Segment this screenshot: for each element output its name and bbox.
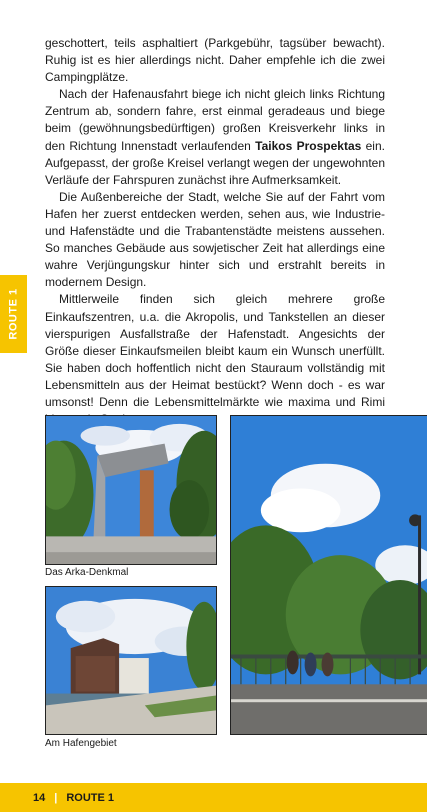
paragraph-1: geschottert, teils asphaltiert (Parkgebühr, tagsüber bewacht). Ruhig ist es hier allerdings nicht. Daher empfehle ich die zwei Campingplätze.: [45, 36, 385, 85]
paragraph-2-text-b: ein. Aufgepasst, der große Kreisel verlangt wegen der ungewohnten Verläufe der Fahrspuren zunächst ihre Aufmerksamkeit.: [45, 138, 385, 187]
caption-arka: Das Arka-Denkmal: [45, 567, 129, 578]
street-name-bold: Taikos Prospektas: [255, 138, 362, 153]
page-footer: [0, 783, 427, 812]
paragraph-4: Mittlerweile finden sich gleich mehrere große Einkaufszentren, u.a. die Akropolis, und Tankstellen an dieser vierspurigen Ausfallstraße der Hafenstadt. Angesichts der Größe dieser Einkaufsmeilen bleibt kaum ein Wunsch unerfüllt. Sie haben doch hoffentlich nicht den Stauraum vollständig mit Lebensmitteln aus der Heimat bestückt? Wenn doch - es war umsonst! Denn die Lebensmittelmärkte wie maxima und Rimi: [45, 292, 385, 409]
photo-arka-monument: [45, 415, 217, 565]
footer-section-label: ROUTE 1: [66, 791, 115, 804]
photo-park-bridge: [230, 415, 427, 735]
paragraph-2: [45, 86, 385, 189]
footer-separator: |: [54, 791, 58, 804]
chapter-side-tab: [0, 275, 27, 353]
paragraph-3: Die Außenbereiche der Stadt, welche Sie auf der Fahrt vom Hafen her zuerst entdecken werden, sehen aus, wie Industrie- und Hafenstädte und die Trabantenstädte meistens aussehen. So manches Gebäude aus sowjetischer Zeit hat allerdings eine wahre Verjüngungskur hinter sich und erstrahlt bereits in modernem Design.: [45, 189, 385, 290]
paragraph-2-text-a: Nach der Hafenausfahrt biege ich nicht gleich links Richtung Zentrum ab, sondern fahre, erst einmal geradeaus und biege beim (gewöhnungsbedürftigen) großen Kreisverkehr links in den Richtung Innenstadt verlaufenden: [45, 87, 385, 153]
body-text-column: [45, 35, 385, 428]
chapter-side-tab-label: ROUTE 1: [7, 288, 20, 340]
caption-harbor: Am Hafengebiet: [45, 738, 117, 749]
photo-harbor-area: [45, 586, 217, 735]
page-number: 14: [33, 791, 46, 804]
